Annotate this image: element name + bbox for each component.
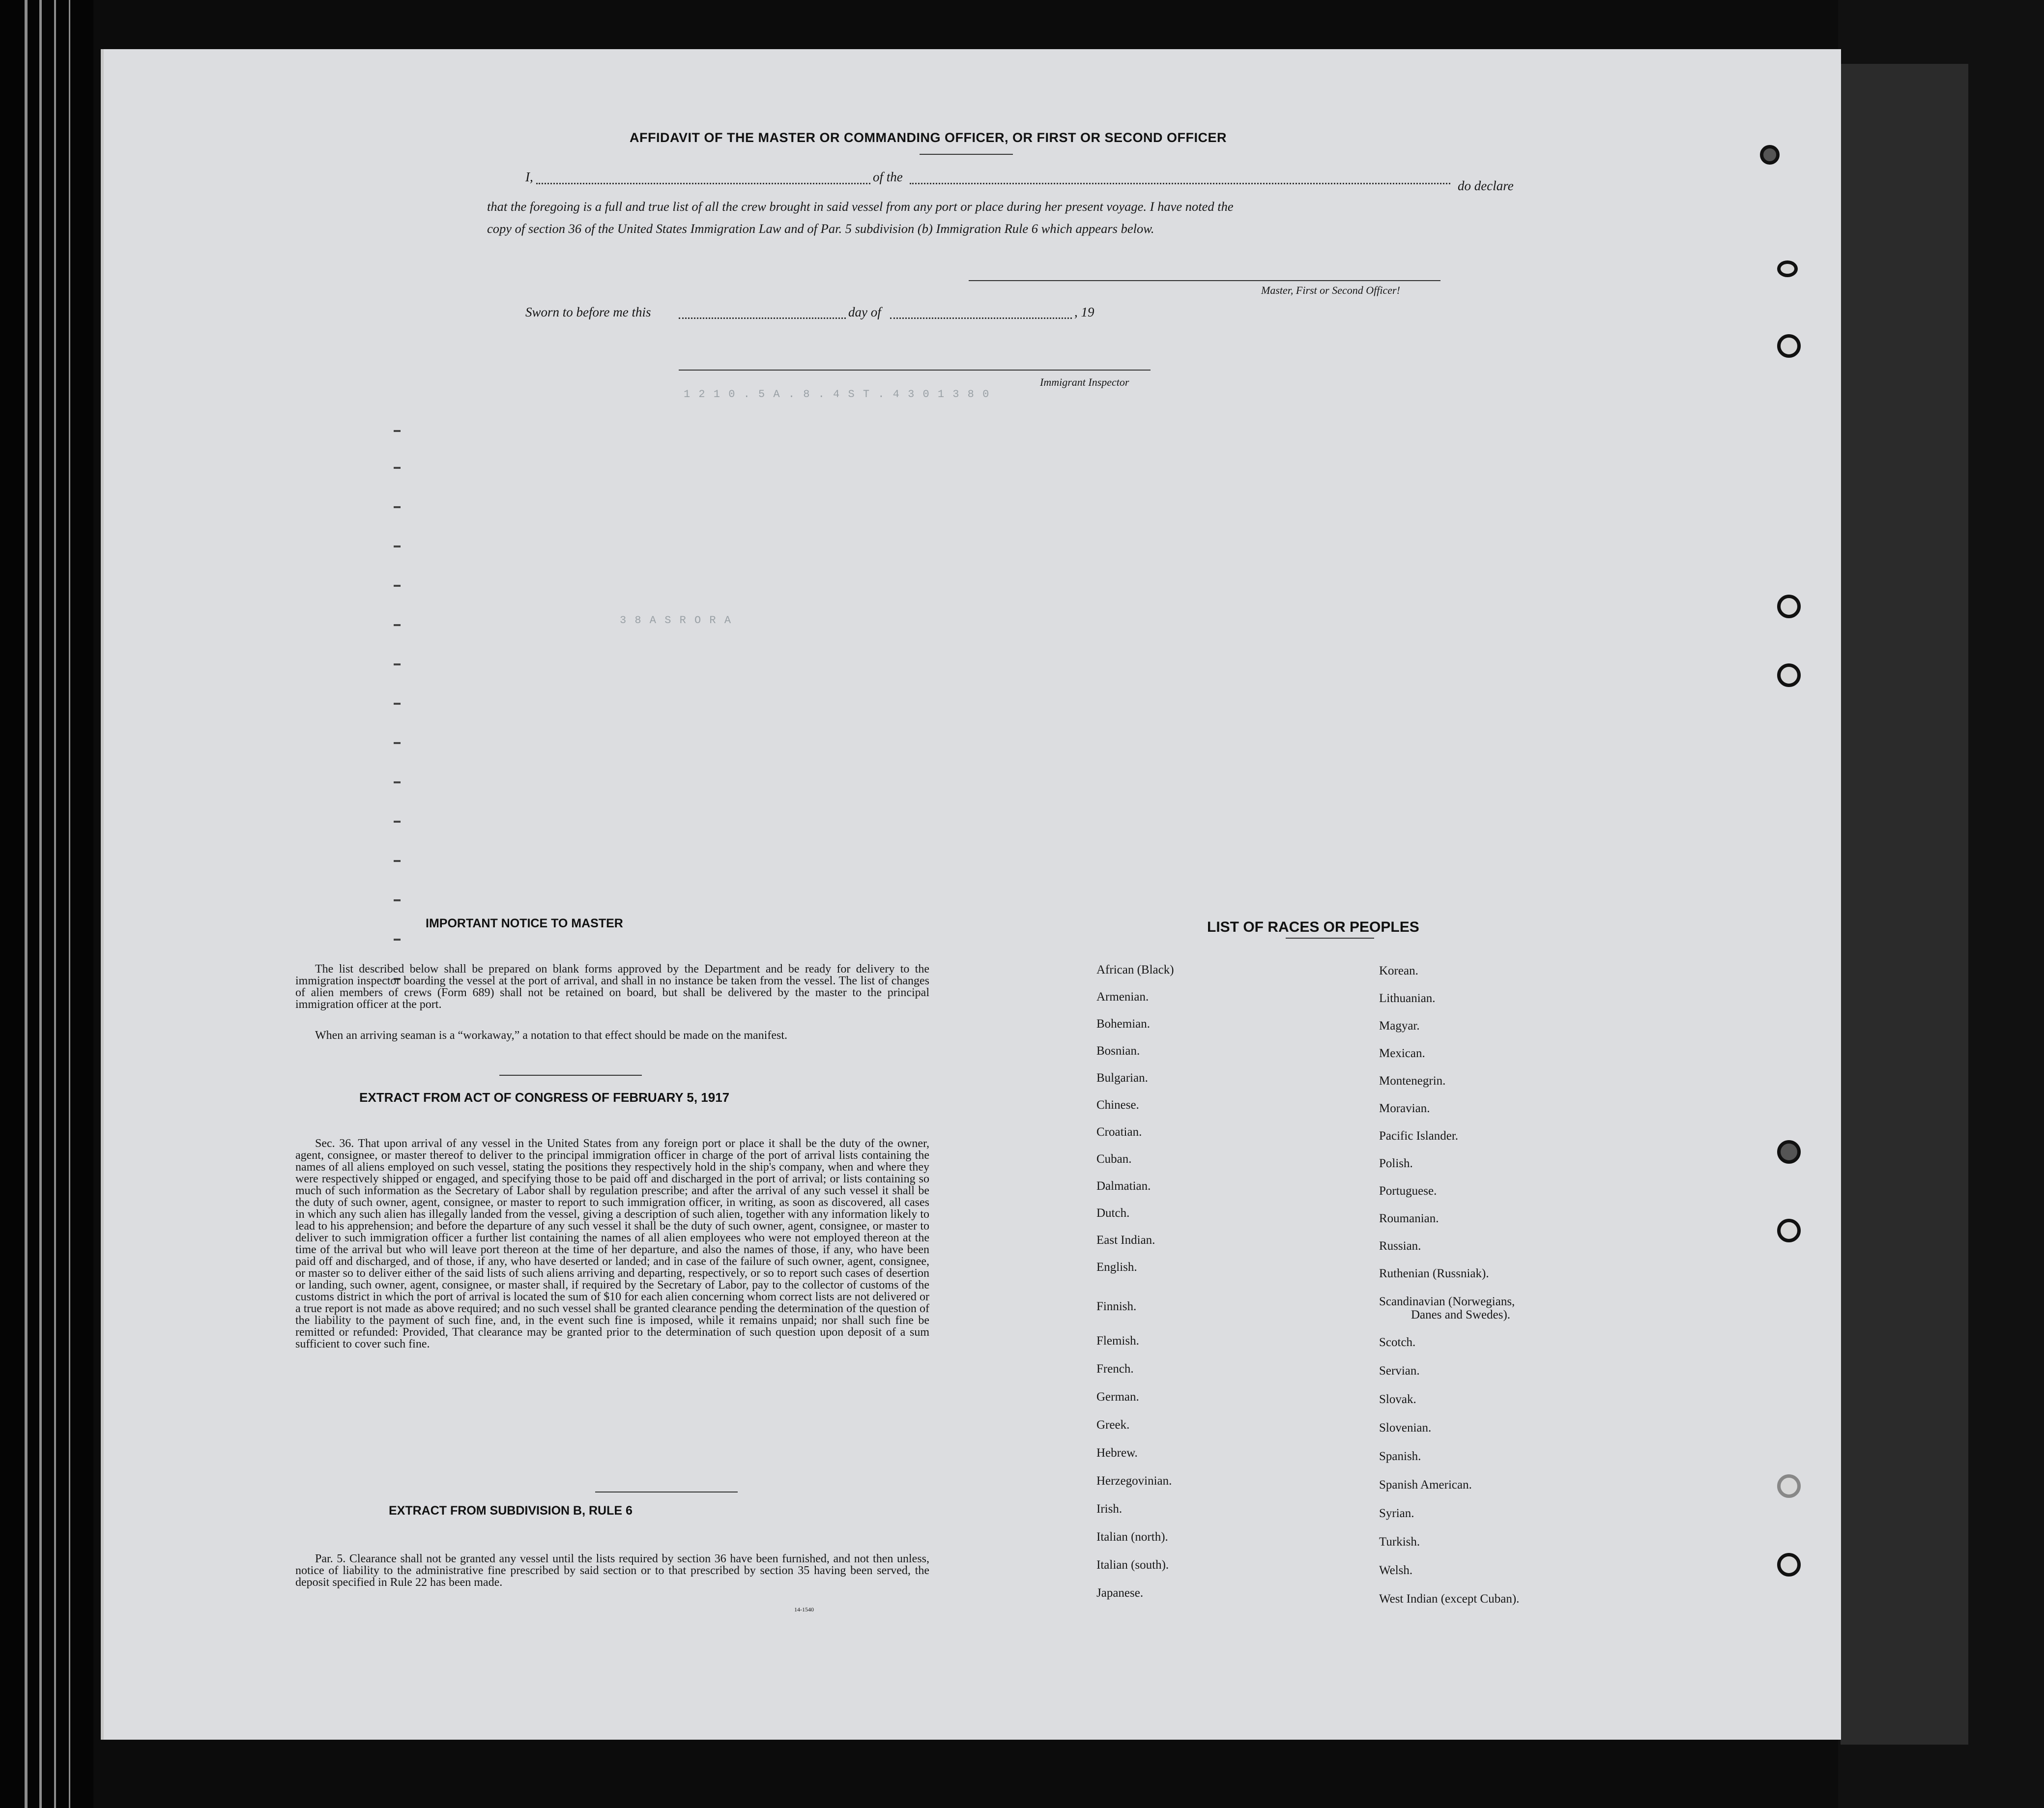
film-edge-line [25, 0, 28, 1808]
race-item: African (Black) [1096, 963, 1174, 976]
races-title-underline [1286, 938, 1374, 939]
margin-tick [394, 742, 401, 744]
race-item: Mexican. [1379, 1047, 1425, 1060]
inspector-signature-line[interactable] [679, 370, 1151, 371]
race-item: Spanish American. [1379, 1478, 1472, 1492]
margin-tick [394, 899, 401, 901]
race-item: Armenian. [1096, 990, 1149, 1004]
margin-tick [394, 467, 401, 469]
races-title: LIST OF RACES OR PEOPLES [1207, 919, 1419, 935]
race-item: Dutch. [1096, 1206, 1130, 1220]
extract-rule-body: Par. 5. Clearance shall not be granted any vessel until the lists required by section 36 have been furnished, and not then unless, notice of liability to the administrative fine prescribed by said section or to that prescribed by section 35 having been served, the deposit specified in Rule 22 has been made. [295, 1552, 929, 1589]
race-item: East Indian. [1096, 1234, 1155, 1247]
section-divider [499, 1075, 642, 1076]
race-item: Spanish. [1379, 1450, 1421, 1463]
margin-tick [394, 430, 401, 432]
race-item: Bohemian. [1096, 1017, 1151, 1031]
race-item: Croatian. [1096, 1125, 1142, 1139]
race-item: Slovenian. [1379, 1421, 1432, 1435]
margin-tick [394, 506, 401, 508]
race-item: Irish. [1096, 1502, 1123, 1516]
title-underline [920, 154, 1013, 155]
race-item: Portuguese. [1379, 1184, 1437, 1198]
margin-tick [394, 860, 401, 862]
race-item: Flemish. [1096, 1334, 1139, 1348]
race-item: Italian (north). [1096, 1530, 1168, 1544]
race-item: Chinese. [1096, 1098, 1139, 1112]
year-label: , 19 [1074, 305, 1094, 319]
margin-tick [394, 939, 401, 941]
film-edge-line [69, 0, 70, 1808]
master-signature-line[interactable] [969, 280, 1440, 281]
race-item: English. [1096, 1261, 1137, 1274]
binding-hole [1777, 1140, 1801, 1164]
binding-hole [1777, 595, 1801, 618]
race-item: Bulgarian. [1096, 1071, 1148, 1085]
binding-hole [1777, 334, 1801, 358]
inspector-signature-label: Immigrant Inspector [1040, 376, 1129, 388]
sworn-day-line[interactable] [679, 317, 846, 319]
race-item: Welsh. [1379, 1564, 1413, 1577]
film-edge-line [54, 0, 56, 1808]
extract-act-body: Sec. 36. That upon arrival of any vessel in the United States from any foreign port or place it shall be the duty of the owner, agent, consignee, or master thereof to deliver to the principal immigration officer in charge of the port of arrival lists containing the names of all aliens employed on such vessel, stating the positions they respectively hold in the ship's company, when and where they were respectively shipped or engaged, and specifying those to be paid off and discharged in the port of arrival; or lists containing so much of such information as the Secretary of Labor shall by regulation prescribe; and after the arrival of any such vessel it shall be the duty of such owner, agent, consignee, or master to report to such immigration officer, in writing, as soon as discovered, all cases in which any such alien has illegally landed from the vessel, giving a description of such alien, together with any information likely to lead to his apprehension; and before the departure of any such vessel it shall be the duty of such owner, agent, consignee, or master to deliver to such immigration officer a further list containing the names of all alien employees who were not employed thereon at the time of the arrival but who will leave port thereon at the time of her departure, and also the names of those, if any, who have been paid off and discharged, and of those, if any, who have deserted or landed; and in case of the failure of such owner, agent, consignee, or master so to deliver either of the said lists of such aliens arriving and departing, respectively, or so to report such cases of desertion or landing, such owner, agent, consignee, or master shall, if required by the Secretary of Labor, pay to the collector of customs of the customs district in which the port of arrival is located the sum of $10 for each alien concerning whom correct lists are not delivered or a true report is not made as above required; and no such vessel shall be granted clearance pending the determination of the question of the liability to the payment of such fine, and, in the event such fine is imposed, while it remains unpaid; nor shall such fine be remitted or refunded: Provided, That clearance may be granted prior to the determination of such question upon deposit of a sum sufficient to cover such fine. [295, 1137, 929, 1350]
sworn-label: Sworn to before me this [525, 305, 651, 319]
margin-tick [394, 781, 401, 783]
film-edge-line [39, 0, 42, 1808]
day-of-label: day of [848, 305, 881, 319]
race-item: Ruthenian (Russniak). [1379, 1267, 1489, 1280]
bleed-through-text: 3 8 A S R O R A [620, 614, 732, 627]
notice-paragraph-1: The list described below shall be prepared on blank forms approved by the Department and be ready for delivery to the immigration inspector boarding the vessel at the port of arrival, and shall in no instance be taken from the vessel. The list of changes of alien members of crews (Form 689) shall not be retained on board, but shall be delivered by the master to the principal immigration officer at the port. [295, 963, 929, 1011]
race-item: German. [1096, 1390, 1139, 1404]
notice-title: IMPORTANT NOTICE TO MASTER [426, 917, 623, 930]
race-item: Cuban. [1096, 1152, 1132, 1166]
race-item: Korean. [1379, 964, 1418, 977]
manifest-page [101, 49, 1841, 1740]
vessel-name-line[interactable] [910, 183, 1450, 184]
race-item: Herzegovinian. [1096, 1474, 1172, 1488]
affidavit-declare: do declare [1458, 178, 1514, 193]
binding-hole [1760, 145, 1780, 165]
sworn-month-line[interactable] [890, 317, 1072, 319]
underlying-page-edge [1841, 64, 1968, 1745]
race-item-continued: Danes and Swedes). [1411, 1308, 1511, 1321]
race-item: Syrian. [1379, 1507, 1414, 1520]
extract-act-title: EXTRACT FROM ACT OF CONGRESS OF FEBRUARY 5, 1917 [359, 1090, 730, 1105]
affidavit-i: I, [525, 170, 533, 184]
race-item: Montenegrin. [1379, 1074, 1446, 1088]
left-film-border [0, 0, 93, 1808]
race-item: Italian (south). [1096, 1558, 1169, 1572]
race-item: Slovak. [1379, 1393, 1416, 1406]
affidavit-text-line2: that the foregoing is a full and true list of all the crew brought in said vessel from any port or place during her present voyage. I have noted the [487, 199, 1234, 214]
binding-hole [1777, 1219, 1801, 1242]
race-item: Finnish. [1096, 1300, 1137, 1313]
binding-hole [1777, 663, 1801, 687]
extract-rule-title: EXTRACT FROM SUBDIVISION B, RULE 6 [389, 1504, 633, 1518]
race-item: Bosnian. [1096, 1044, 1140, 1058]
race-item: Pacific Islander. [1379, 1129, 1459, 1143]
race-item: Greek. [1096, 1418, 1130, 1432]
affidavit-text-line3: copy of section 36 of the United States Immigration Law and of Par. 5 subdivision (b) Immigration Rule 6 which appears below. [487, 221, 1154, 236]
binding-hole [1777, 1474, 1801, 1498]
margin-tick [394, 663, 401, 665]
race-item: French. [1096, 1362, 1134, 1376]
affidavit-title: AFFIDAVIT OF THE MASTER OR COMMANDING OFFICER, OR FIRST OR SECOND OFFICER [630, 130, 1227, 145]
race-item: Hebrew. [1096, 1446, 1138, 1460]
bleed-through-text: 1 2 1 0 . 5 A . 8 . 4 S T . 4 3 0 1 3 8 0 [684, 388, 990, 401]
binding-hole [1777, 260, 1798, 277]
race-item: Servian. [1379, 1364, 1420, 1378]
race-item: Russian. [1379, 1239, 1421, 1253]
margin-tick [394, 545, 401, 547]
affidavit-of-the: of the [873, 170, 903, 184]
margin-tick [394, 821, 401, 823]
form-number: 14-1540 [794, 1606, 814, 1613]
master-signature-label: Master, First or Second Officer! [1261, 284, 1400, 296]
race-item: West Indian (except Cuban). [1379, 1592, 1520, 1606]
margin-tick [394, 703, 401, 705]
race-item: Polish. [1379, 1157, 1413, 1170]
race-item: Roumanian. [1379, 1212, 1439, 1225]
race-item: Japanese. [1096, 1586, 1144, 1600]
race-item: Dalmatian. [1096, 1179, 1151, 1193]
master-name-line[interactable] [536, 183, 870, 184]
margin-tick [394, 624, 401, 626]
notice-paragraph-2: When an arriving seaman is a “workaway,” a notation to that effect should be made on the manifest. [315, 1029, 787, 1042]
race-item: Moravian. [1379, 1102, 1430, 1115]
race-item: Scotch. [1379, 1336, 1416, 1349]
race-item: Magyar. [1379, 1019, 1420, 1033]
race-item: Turkish. [1379, 1535, 1420, 1549]
race-item: Lithuanian. [1379, 992, 1436, 1005]
race-item: Scandinavian (Norwegians, [1379, 1295, 1515, 1308]
margin-tick [394, 585, 401, 587]
binding-hole [1777, 1553, 1801, 1577]
